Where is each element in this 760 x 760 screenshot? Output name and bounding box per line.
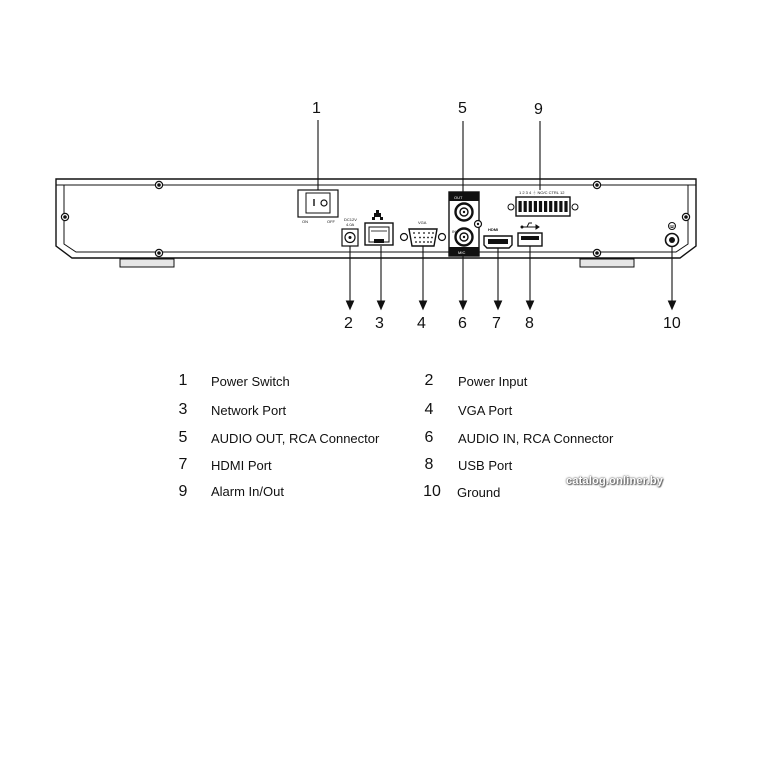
callout-7: 7 bbox=[492, 315, 501, 332]
callout-2: 2 bbox=[344, 315, 353, 332]
callout-4: 4 bbox=[417, 315, 426, 332]
legend-label-2: Power Input bbox=[458, 374, 528, 389]
callout-8: 8 bbox=[525, 315, 534, 332]
legend-num-3: 3 bbox=[178, 401, 188, 418]
switch-on-label: ON bbox=[302, 219, 308, 224]
legend-label-1: Power Switch bbox=[211, 374, 290, 389]
legend-num-6: 6 bbox=[424, 429, 434, 446]
legend-label-10: Ground bbox=[457, 485, 501, 500]
vga-label: VGA bbox=[418, 220, 427, 225]
legend-num-1: 1 bbox=[178, 372, 188, 389]
legend-num-7: 7 bbox=[178, 456, 188, 473]
legend-num-2: 2 bbox=[424, 372, 434, 389]
dc-voltage-label: DC12V bbox=[344, 217, 357, 222]
legend-num-10: 10 bbox=[423, 483, 441, 500]
callout-1: 1 bbox=[312, 100, 321, 117]
legend-num-9: 9 bbox=[178, 483, 188, 500]
legend-label-7: HDMI Port bbox=[211, 458, 272, 473]
legend-label-9: Alarm In/Out bbox=[211, 484, 284, 499]
legend-label-8: USB Port bbox=[458, 458, 513, 473]
callout-10: 10 bbox=[663, 315, 681, 332]
legend-num-5: 5 bbox=[178, 429, 188, 446]
hdmi-label: HDMI bbox=[488, 227, 499, 232]
legend-num-4: 4 bbox=[424, 401, 434, 418]
switch-off-label: OFF bbox=[327, 219, 335, 224]
audio-out-label: OUT bbox=[454, 195, 463, 200]
callout-3: 3 bbox=[375, 315, 384, 332]
mic-label: MIC bbox=[458, 250, 466, 255]
audio-in-label: IN bbox=[452, 229, 456, 234]
dc-current-label: 4.0A bbox=[346, 222, 355, 227]
callout-5: 5 bbox=[458, 100, 467, 117]
legend-label-6: AUDIO IN, RCA Connector bbox=[458, 431, 614, 446]
watermark: catalog.onliner.by bbox=[566, 475, 664, 487]
legend-num-8: 8 bbox=[424, 456, 434, 473]
legend-label-4: VGA Port bbox=[458, 403, 513, 418]
legend-label-5: AUDIO OUT, RCA Connector bbox=[211, 431, 380, 446]
callout-9: 9 bbox=[534, 101, 543, 118]
callout-6: 6 bbox=[458, 315, 467, 332]
legend-label-3: Network Port bbox=[211, 403, 287, 418]
alarm-pin-labels: 1 2 3 4 ⏚ NO/C CTRL 12 bbox=[519, 190, 565, 195]
